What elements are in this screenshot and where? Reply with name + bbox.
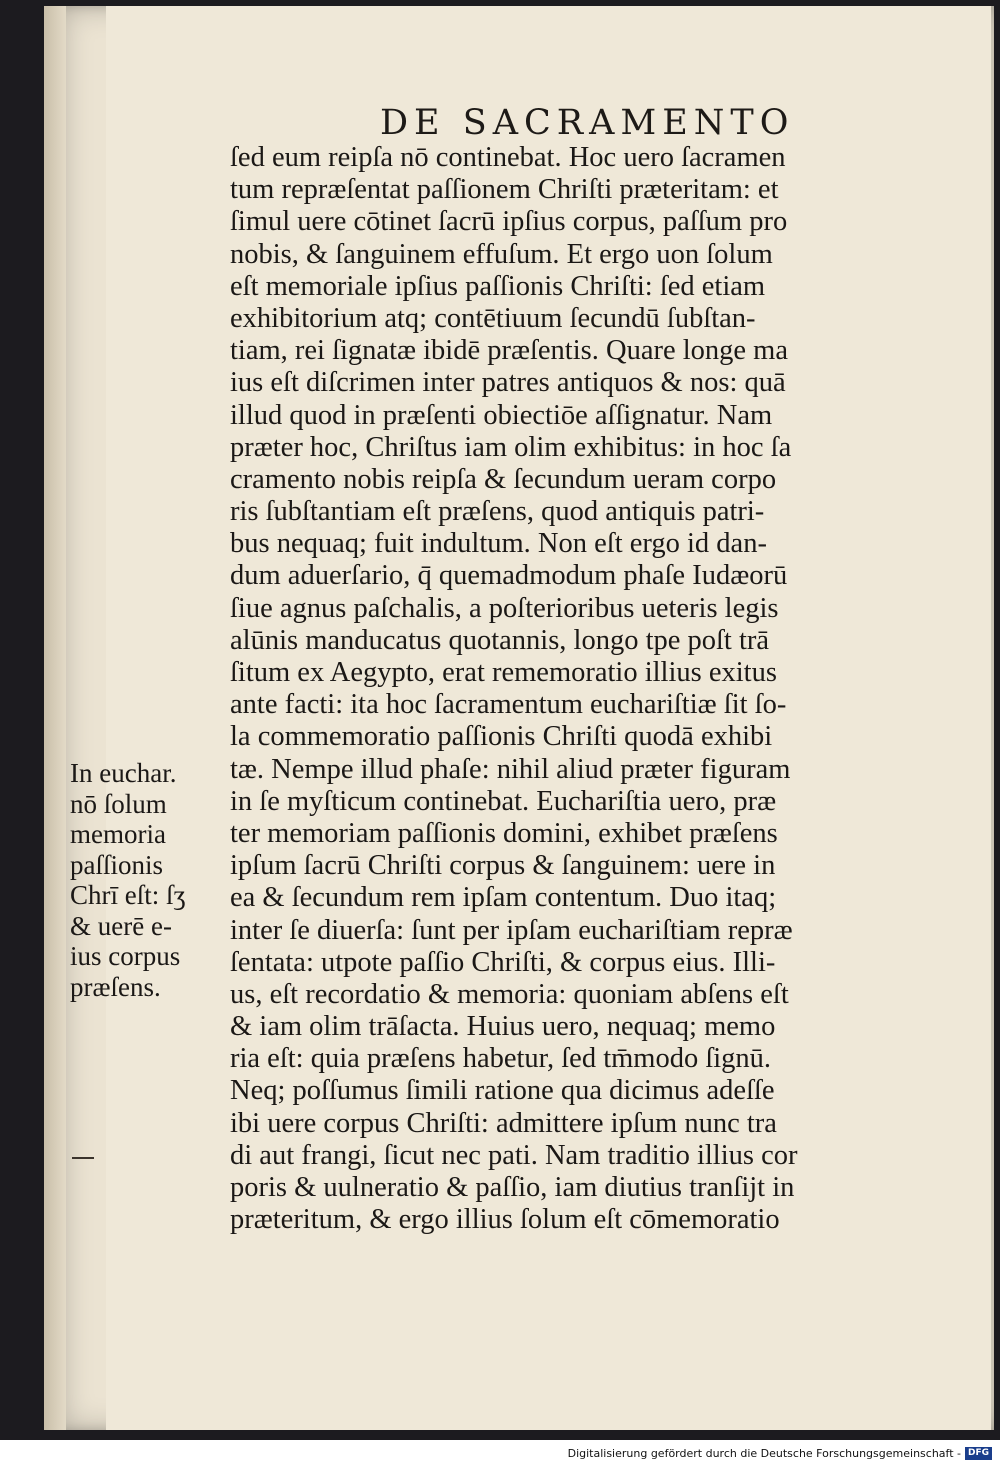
text-line: cramento nobis reipſa & ſecundum ueram corpo bbox=[230, 463, 777, 495]
text-line: dum aduerſario, q̄ quemadmodum phaſe Iudæorū bbox=[230, 560, 788, 592]
text-line: ſitum ex Aegypto, erat rememoratio illius exitus bbox=[230, 657, 777, 688]
text-line: illud quod in præſenti obiectiōe aſſignatur. Nam bbox=[230, 399, 773, 431]
page-gutter bbox=[44, 6, 66, 1430]
margin-note-line: paſſionis bbox=[70, 849, 163, 880]
text-line: ſed eum reipſa nō continebat. Hoc uero ſacramen bbox=[230, 142, 786, 173]
text-line: alūnis manducatus quotannis, longo tpe poſt trā bbox=[230, 624, 770, 656]
margin-note-line: ius corpus bbox=[70, 941, 181, 971]
text-line: tum repræſentat paſſionem Chriſti præteritam: et bbox=[230, 174, 779, 206]
dfg-logo-icon: DFG bbox=[965, 1447, 992, 1460]
text-line: ter memoriam paſſionis domini, exhibet præſens bbox=[230, 817, 778, 849]
text-line: eſt memoriale ipſius paſſionis Chriſti: ſed etiam bbox=[230, 270, 766, 302]
margin-note-line: memoria bbox=[70, 819, 166, 849]
text-line: nobis, & ſanguinem effuſum. Et ergo uon ſolum bbox=[230, 238, 773, 270]
text-line: poris & uulneratio & paſſio, iam diutius tranſijt in bbox=[230, 1172, 795, 1203]
margin-dash bbox=[72, 1157, 94, 1159]
text-line: præter hoc, Chriſtus iam olim exhibitus: in hoc ſa bbox=[230, 431, 792, 463]
text-line: ſentata: utpote paſſio Chriſti, & corpus eius. Illi- bbox=[230, 946, 776, 978]
text-line: ſimul uere cōtinet ſacrū ipſius corpus, paſſum pro bbox=[230, 206, 788, 238]
text-line: ante facti: ita hoc ſacramentum euchariſtiæ ſit ſo- bbox=[230, 689, 787, 721]
text-line: ria eſt: quia præſens habetur, ſed tm̄modo ſignū. bbox=[230, 1043, 772, 1075]
text-line: ius eſt diſcrimen inter patres antiquos & nos: quā bbox=[230, 367, 786, 399]
margin-note bbox=[70, 758, 220, 1002]
text-line: inter ſe diuerſa: ſunt per ipſam euchariſtiam repræ bbox=[230, 914, 793, 946]
text-line: exhibitorium atq; contētiuum ſecundū ſubſtan- bbox=[230, 302, 756, 334]
text-line: ris ſubſtantiam eſt præſens, quod antiquis patri- bbox=[230, 496, 765, 528]
text-line: ibi uere corpus Chriſti: admittere ipſum nunc tra bbox=[230, 1107, 777, 1139]
text-line: la commemoratio paſſionis Chriſti quodā exhibi bbox=[230, 721, 773, 753]
margin-note-line: præſens. bbox=[70, 971, 161, 1002]
margin-note-line: & uerē e- bbox=[70, 910, 172, 941]
text-line: ipſum ſacrū Chriſti corpus & ſanguinem: uere in bbox=[230, 850, 776, 882]
margin-note-line: nō ſolum bbox=[70, 788, 167, 819]
text-line: us, eſt recordatio & memoria: quoniam abſens eſt bbox=[230, 978, 789, 1010]
text-line: ea & ſecundum rem ipſam contentum. Duo itaq; bbox=[230, 882, 777, 914]
text-line: Neq; poſſumus ſimili ratione qua dicimus adeſſe bbox=[230, 1075, 775, 1107]
footer-credit: Digitalisierung gefördert durch die Deutsche Forschungsgemeinschaft - bbox=[567, 1447, 961, 1460]
digitization-footer bbox=[568, 1447, 992, 1460]
text-line: & iam olim trāſacta. Huius uero, nequaq; memo bbox=[230, 1011, 776, 1043]
text-line: tæ. Nempe illud phaſe: nihil aliud præter figuram bbox=[230, 753, 791, 785]
margin-note-line: In euchar. bbox=[70, 758, 177, 788]
text-line: ſiue agnus paſchalis, a poſterioribus ueteris legis bbox=[230, 592, 779, 624]
text-line: bus nequaq; fuit indultum. Non eſt ergo id dan- bbox=[230, 528, 767, 560]
margin-note-line: Chrī eſt: ſʒ bbox=[70, 880, 186, 910]
text-line: tiam, rei ſignatæ ibidē præſentis. Quare longe ma bbox=[230, 335, 788, 367]
text-line: di aut frangi, ſicut nec pati. Nam traditio illius cor bbox=[230, 1139, 798, 1171]
text-line: in ſe myſticum continebat. Euchariſtia uero, præ bbox=[230, 785, 777, 817]
running-head: DE SACRAMENTO bbox=[380, 103, 795, 143]
main-text-block bbox=[230, 142, 910, 1236]
text-line: præteritum, & ergo illius ſolum eſt cōmemoratio bbox=[230, 1204, 780, 1236]
